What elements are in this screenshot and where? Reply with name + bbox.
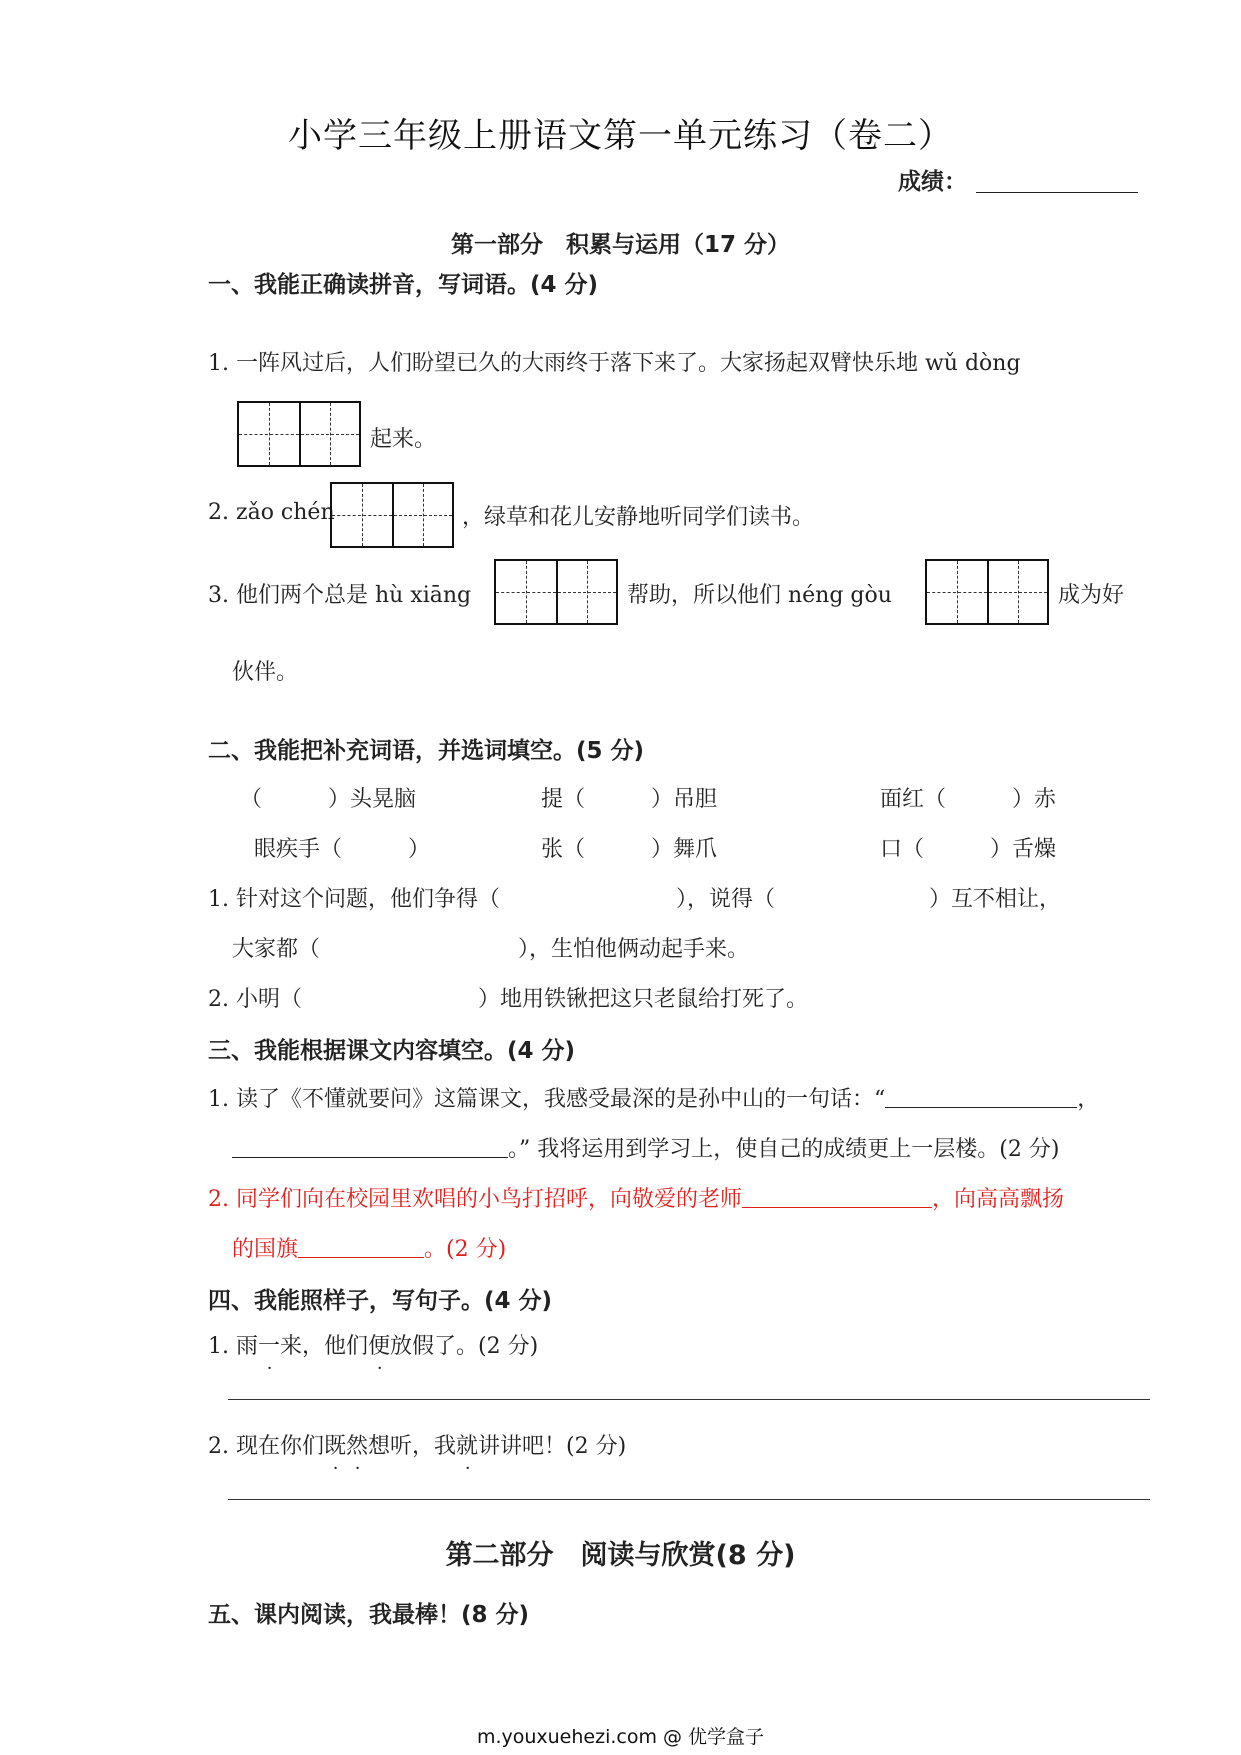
q1-part: 放假了。(2 分) [390,1334,539,1359]
sec3-q1-text: 1. 读了《不懂就要问》这篇课文，我感受最深的是孙中山的一句话：“ [208,1087,886,1112]
part1-heading: 第一部分 积累与运用（17 分） [450,232,790,258]
q2-dotted-char: 既 [323,1434,346,1459]
sec1-q3-text: 3. 他们两个总是 hù xiāng [208,583,472,608]
flag-blank[interactable] [298,1235,424,1258]
sec1-heading: 一、我能正确读拼音，写词语。(4 分) [208,272,599,298]
idiom-1[interactable]: （ ）头晃脑 [240,787,417,812]
quote-blank-1[interactable] [885,1085,1077,1108]
sec1-q1-end: 起来。 [370,427,437,452]
sec2-q1-line1: 1. 针对这个问题，他们争得（ ），说得（ ）互不相让， [208,887,1061,912]
q2-part: 想听，我 [368,1434,457,1459]
idiom-3[interactable]: 面红（ ）赤 [880,787,1057,812]
sec3-q1-line1 [208,1082,1099,1113]
footer-watermark: m.youxuehezi.com @ 优学盒子 [476,1726,765,1748]
score-label: 成绩： [898,169,967,195]
teacher-blank[interactable] [742,1185,932,1208]
sec1-q3-mid: 帮助，所以他们 néng gòu [627,583,892,608]
sec4-heading: 四、我能照样子，写句子。(4 分) [208,1288,553,1314]
idiom-2[interactable]: 提（ ）吊胆 [541,787,718,812]
page-title: 小学三年级上册语文第一单元练习（卷二） [288,116,953,156]
sec3-heading: 三、我能根据课文内容填空。(4 分) [208,1038,576,1064]
q2-dotted-char: 就 [456,1434,479,1459]
sec5-heading: 五、课内阅读，我最棒！(8 分) [208,1602,530,1628]
idiom-4[interactable]: 眼疾手（ ） [254,837,431,862]
q1-part: 1. 雨 [208,1334,258,1359]
zaochen-grid[interactable] [330,482,454,548]
wudong-grid[interactable] [237,401,361,467]
sec4-q1 [208,1329,538,1360]
sec4-q2-answer-line[interactable] [228,1499,1150,1500]
sec2-heading: 二、我能把补充词语，并选词填空。(5 分) [208,738,645,764]
sec3-q2-line2 [232,1232,506,1263]
sec2-q2: 2. 小明（ ）地用铁锹把这只老鼠给打死了。 [208,987,808,1012]
q2-part: 2. 现在你们 [208,1434,324,1459]
q1-part: 来，他们 [280,1334,369,1359]
idiom-5[interactable]: 张（ ）舞爪 [541,837,718,862]
score-blank[interactable] [976,192,1138,193]
idiom-6[interactable]: 口（ ）舌燥 [880,837,1057,862]
sec3-q2-tail: 。(2 分) [424,1237,507,1262]
part2-heading: 第二部分 阅读与欣赏(8 分) [445,1540,796,1571]
sec3-q2-line1 [208,1182,1064,1213]
sec1-q2-text: 2. zǎo chén [208,500,335,525]
nenggou-grid[interactable] [925,559,1049,625]
sec2-q1-line2: 大家都（ ），生怕他俩动起手来。 [232,937,750,962]
sec1-q3-line2: 伙伴。 [232,660,299,685]
q2-dotted-char: 然 [346,1434,369,1459]
sec3-q2-mid: ，向高高飘扬 [932,1187,1065,1212]
sec4-q1-answer-line[interactable] [228,1399,1150,1400]
sec3-q1-tail: 。” 我将运用到学习上，使自己的成绩更上一层楼。(2 分) [508,1137,1060,1162]
huxiang-grid[interactable] [494,559,618,625]
sec3-q1-line2 [232,1132,1059,1163]
sec4-q2 [208,1429,626,1460]
sec3-q1-comma: ， [1077,1087,1100,1112]
sec3-q2-flag: 的国旗 [232,1237,299,1262]
q2-part: 讲讲吧！(2 分) [478,1434,627,1459]
sec1-q1-text: 1. 一阵风过后，人们盼望已久的大雨终于落下来了。大家扬起双臂快乐地 wǔ dòng [208,351,1021,376]
sec3-q2-text: 2. 同学们向在校园里欢唱的小鸟打招呼，向敬爱的老师 [208,1187,742,1212]
sec1-q2-end: ，绿草和花儿安静地听同学们读书。 [462,505,815,530]
q1-dotted-char: 一 [257,1334,280,1359]
quote-blank-2[interactable] [232,1135,508,1158]
sec1-q3-end: 成为好 [1058,583,1125,608]
q1-dotted-char: 便 [368,1334,391,1359]
